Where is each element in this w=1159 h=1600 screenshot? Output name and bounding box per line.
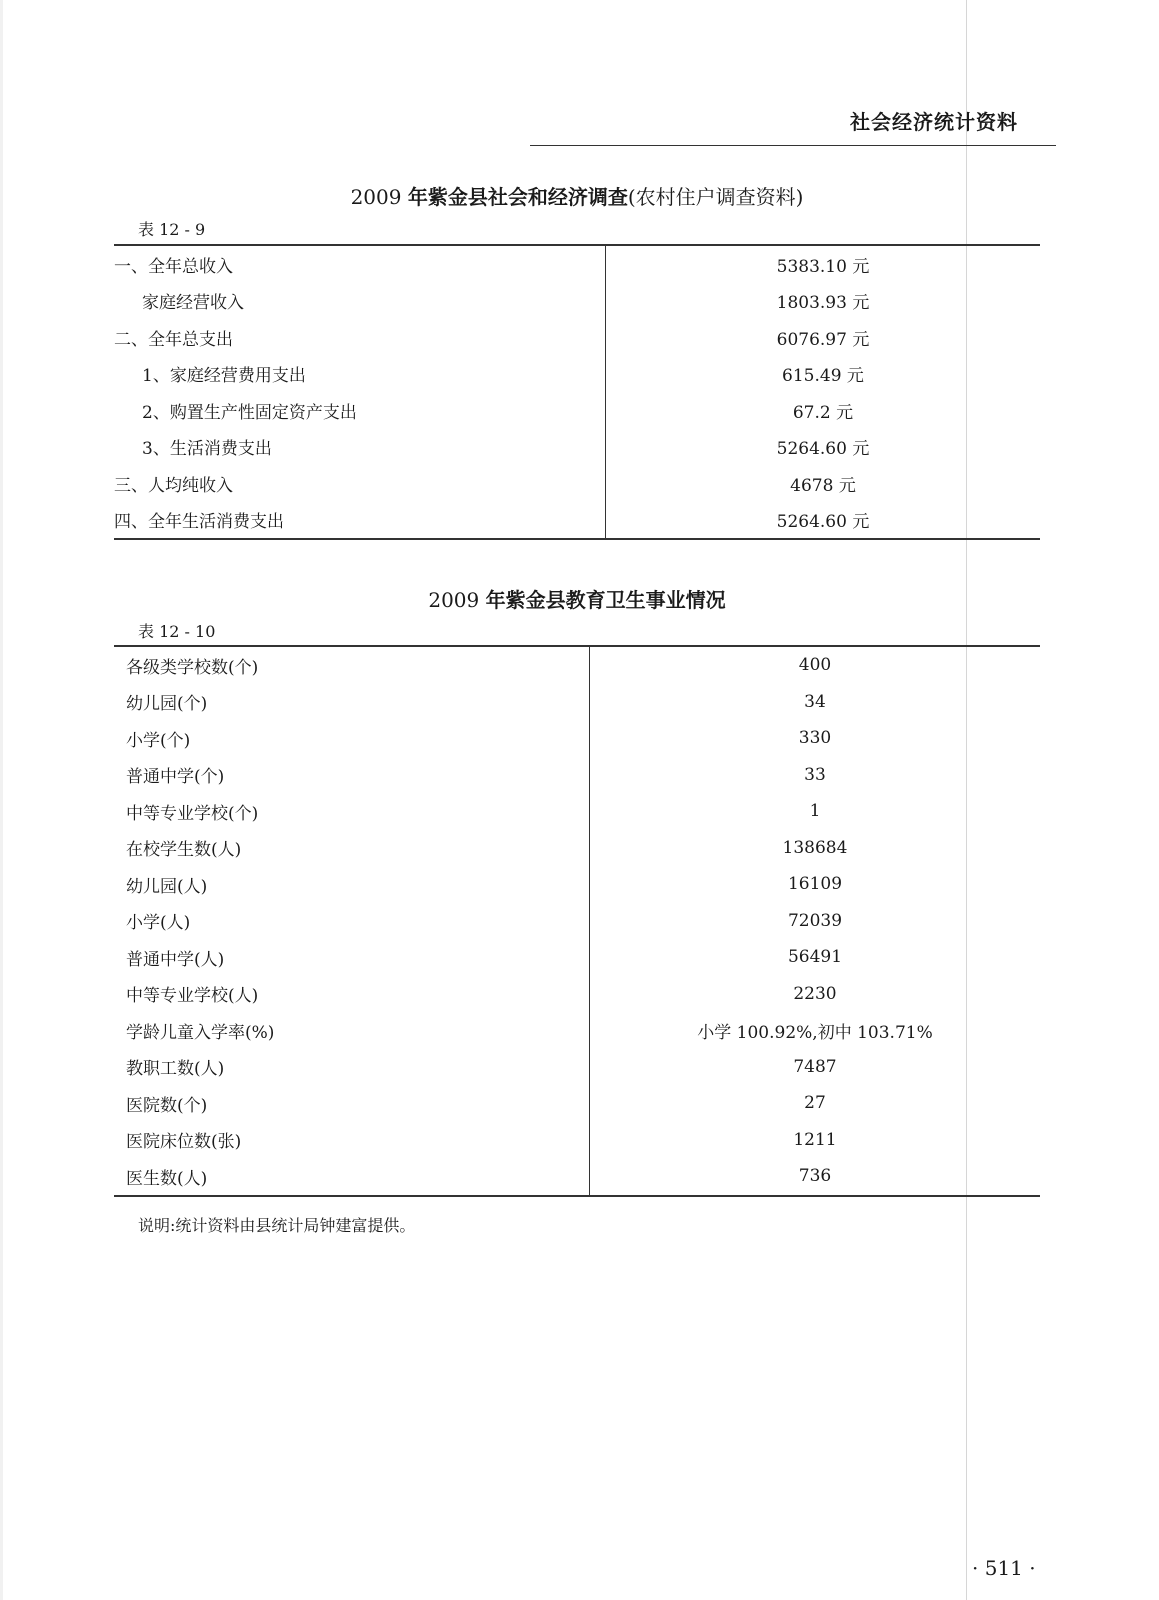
row-value: 67.2 元	[792, 402, 854, 423]
table-row	[114, 793, 1040, 830]
table2	[114, 645, 1040, 1197]
row-value: 1	[809, 801, 821, 822]
table2-title-main: 年紫金县教育卫生事业情况	[485, 588, 726, 612]
table-row	[114, 720, 1040, 757]
row-label: 医生数(人)	[114, 1158, 590, 1196]
row-label: 医院数(个)	[114, 1085, 590, 1122]
table-row	[114, 429, 1040, 466]
row-value: 400	[590, 646, 1041, 684]
table-row	[114, 283, 1040, 320]
table-row	[114, 939, 1040, 976]
row-label: 三、人均纯收入	[114, 465, 606, 502]
table-row	[114, 903, 1040, 940]
row-value: 5383.10 元	[606, 245, 1041, 283]
table-row	[114, 319, 1040, 356]
row-value: 6076.97 元	[776, 329, 870, 350]
row-label: 3、生活消费支出	[114, 429, 606, 466]
row-label: 各级类学校数(个)	[114, 646, 590, 684]
row-label: 二、全年总支出	[114, 319, 606, 356]
row-label: 中等专业学校(个)	[114, 793, 590, 830]
row-value: 1211	[793, 1129, 837, 1150]
table-row	[114, 245, 1040, 283]
row-value: 7487	[793, 1056, 837, 1077]
table1-title-sub: (农村住户调查资料)	[627, 185, 804, 209]
table2-title	[114, 584, 1040, 613]
row-value: 615.49 元	[782, 366, 864, 387]
table-row	[114, 465, 1040, 502]
row-value: 34	[804, 691, 826, 712]
row-label: 医院床位数(张)	[114, 1122, 590, 1159]
table-row	[114, 502, 1040, 540]
row-value: 小学 100.92%,初中 103.71%	[697, 1022, 933, 1043]
table-row	[114, 1158, 1040, 1196]
row-label: 小学(人)	[114, 903, 590, 940]
table-row	[114, 1012, 1040, 1049]
row-value: 72039	[787, 910, 843, 931]
table-row	[114, 1122, 1040, 1159]
table-row	[114, 976, 1040, 1013]
row-value: 138684	[782, 837, 848, 858]
row-label: 幼儿园(个)	[114, 684, 590, 721]
table-row	[114, 1049, 1040, 1086]
table2-title-year: 2009	[428, 588, 480, 612]
row-value: 4678 元	[790, 475, 856, 496]
table-row	[114, 646, 1040, 684]
row-value: 56491	[787, 947, 843, 968]
page-number: · 511 ·	[972, 1556, 1036, 1580]
row-label: 一、全年总收入	[114, 245, 606, 283]
row-label: 普通中学(人)	[114, 939, 590, 976]
row-label: 2、购置生产性固定资产支出	[114, 392, 606, 429]
row-value: 5264.60 元	[776, 439, 870, 460]
running-head-rule	[530, 145, 1056, 146]
table1-title	[114, 181, 1040, 210]
row-label: 教职工数(人)	[114, 1049, 590, 1086]
row-label: 学龄儿童入学率(%)	[114, 1012, 590, 1049]
table-row	[114, 866, 1040, 903]
row-value: 33	[804, 764, 826, 785]
table2-number: 表 12 - 10	[138, 622, 216, 641]
row-value: 330	[798, 728, 832, 749]
row-label: 四、全年生活消费支出	[114, 502, 606, 540]
row-value: 1803.93 元	[776, 293, 870, 314]
scan-edge	[0, 0, 3, 1600]
source-note: 说明:统计资料由县统计局钟建富提供。	[138, 1216, 416, 1235]
row-label: 幼儿园(人)	[114, 866, 590, 903]
table1-number: 表 12 - 9	[138, 220, 206, 239]
table1-title-main: 年紫金县社会和经济调查	[407, 185, 628, 209]
row-value: 16109	[787, 874, 843, 895]
table1-title-year: 2009	[350, 185, 402, 209]
table-row	[114, 356, 1040, 393]
row-label: 在校学生数(人)	[114, 830, 590, 867]
table-row	[114, 830, 1040, 867]
table1	[114, 244, 1040, 540]
row-value: 27	[804, 1093, 826, 1114]
row-label: 中等专业学校(人)	[114, 976, 590, 1013]
row-value: 5264.60 元	[606, 502, 1041, 540]
table-row	[114, 757, 1040, 794]
table-row	[114, 1085, 1040, 1122]
row-label: 1、家庭经营费用支出	[114, 356, 606, 393]
row-label: 小学(个)	[114, 720, 590, 757]
table-row	[114, 392, 1040, 429]
running-head: 社会经济统计资料	[850, 110, 1018, 134]
row-label: 普通中学(个)	[114, 757, 590, 794]
table-row	[114, 684, 1040, 721]
row-value: 736	[590, 1158, 1041, 1196]
row-label: 家庭经营收入	[114, 283, 606, 320]
row-value: 2230	[793, 983, 837, 1004]
